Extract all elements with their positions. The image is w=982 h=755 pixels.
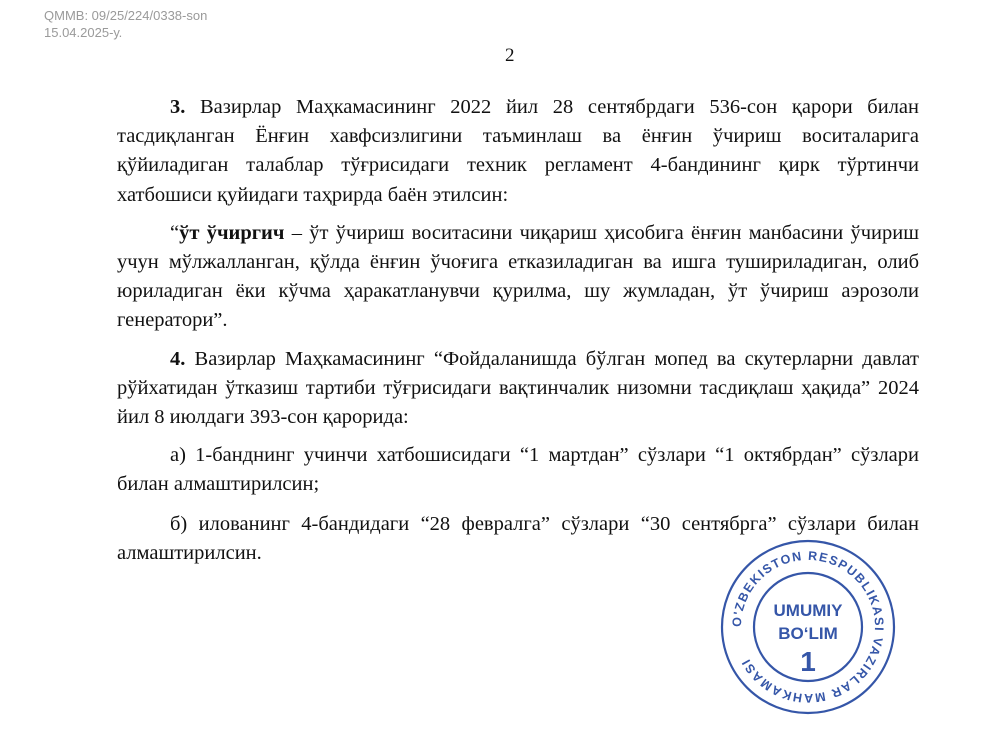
stamp-ring-text: O'ZBEKISTON RESPUBLIKASI VAZIRLAR MAHKAMASI: [729, 548, 887, 706]
definition-open-quote: “: [170, 221, 180, 244]
paragraph-4-item-a: а) 1-банднинг учинчи хатбошисидаги “1 мартдан” сўзлари “1 октябрдан” сўзлари билан алмаштирилсин;: [117, 444, 919, 496]
official-stamp: [719, 538, 897, 716]
page-number: 2: [505, 45, 515, 66]
document-body: [117, 93, 919, 568]
stamp-line-2: BO‘LIM: [778, 624, 838, 643]
stamp-line-1: UMUMIY: [773, 601, 843, 620]
paragraph-4-number: 4.: [170, 347, 186, 370]
paragraph-3-number: 3.: [170, 96, 186, 118]
paragraph-3: [117, 93, 919, 210]
paragraph-4-text: Вазирлар Маҳкамасининг “Фойдаланишда бўлган мопед ва скутерларни давлат рўйхатидан ўтказиш тартиби тўғрисидаги вақтинчалик низомни тасдиқлаш ҳақида” 2024 йил 8 июлдаги 393-сон қарорида:: [117, 347, 919, 429]
paragraph-3-text: Вазирлар Маҳкамасининг 2022 йил 28 сентябрдаги 536-сон қарори билан тасдиқланган Ёнғин хавфсизлигини таъминлаш ва ёнғин ўчириш воситаларига қўйиладиган талаблар тўғрисидаги техник регламент 4-бандининг қирк тўртинчи хатбошиси қуйидаги таҳрирда баён этилсин:: [117, 96, 919, 206]
paragraph-4: [117, 345, 919, 433]
definition-text: – ўт ўчириш воситасини чиқариш ҳисобига ёнғин манбасини ўчириш учун мўлжалланган, қўлда ёнғин ўчоғига етказиладиган ва ишга тушириладиган, олиб юриладиган ёки кўчма ҳаракатланувчи қурилма, шу жумладан, ўт ўчириш аэрозоли генератори”.: [117, 221, 920, 332]
reference-date: 15.04.2025-у.: [44, 25, 123, 40]
stamp-number: 1: [800, 646, 816, 677]
paragraph-3-definition: [117, 219, 919, 336]
document-reference: [44, 7, 207, 41]
definition-term: ўт ўчиргич: [179, 221, 285, 244]
paragraph-4-item-b: б) илованинг 4-бандидаги “28 февралга” сўзлари “30 сентябрга” сўзлари билан алмаштирилсин.: [117, 512, 919, 564]
reference-number: QMMB: 09/25/224/0338-son: [44, 8, 208, 23]
